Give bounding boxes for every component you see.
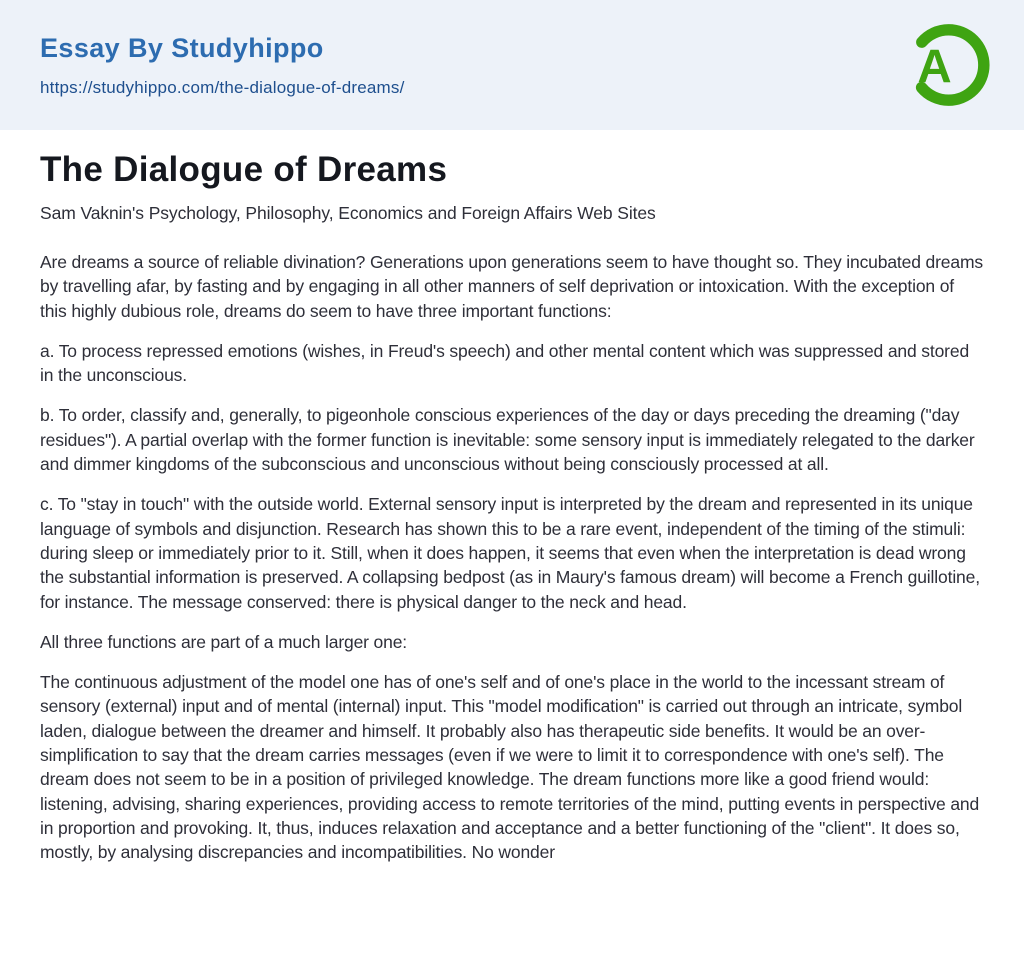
essay-paragraph-function-b: b. To order, classify and, generally, to pigeonhole conscious experiences of the day or days preceding the dreaming ("day residues"). A partial overlap with the former function is inevitable: some sensory input is immediately relegated to the darker and dimmer kingdoms of the subconscious and unconscious without being consciously processed at all.	[40, 405, 975, 475]
page-header	[0, 0, 1024, 130]
essay-title: The Dialogue of Dreams	[40, 150, 448, 189]
essay-paragraph-function-a: a. To process repressed emotions (wishes, in Freud's speech) and other mental content which was suppressed and stored in the unconscious.	[40, 340, 970, 386]
essay-paragraph-conclusion: The continuous adjustment of the model one has of one's self and of one's place in the world to the incessant stream of sensory (external) input and of mental (internal) input. This "model modification" is carried out through an intricate, symbol laden, dialogue between the dreamer and himself. It probably also has therapeutic side benefits. It would be an over-simplification to say that the dream carries messages (even if we were to limit it to correspondence with one's self). The dream does not seem to be in a position of privileged knowledge. The dream functions more like a good friend would: listening, advising, sharing experiences, providing access to remote territories of the mind, putting events in perspective and in proportion and provoking. It, thus, induces relaxation and acceptance and a better functioning of the "client". It does so, mostly, by analysing discrepancies and incompatibilities. No wonder	[40, 672, 980, 863]
essay-subtitle: Sam Vaknin's Psychology, Philosophy, Economics and Foreign Affairs Web Sites	[40, 203, 656, 223]
site-title: Essay By Studyhippo	[40, 32, 324, 63]
essay-paragraph-function-c: c. To "stay in touch" with the outside world. External sensory input is interpreted by the dream and represented in its unique language of symbols and disjunction. Research has shown this to be a rare event, independent of the timing of the stimuli: during sleep or immediately prior to it. Still, when it does happen, it seems that even when the interpretation is dead wrong the substantial information is preserved. A collapsing bedpost (as in Maury's famous dream) will become a French guillotine, for instance. The message conserved: there is physical danger to the neck and head.	[40, 494, 980, 612]
essay-url-link[interactable]: https://studyhippo.com/the-dialogue-of-dreams/	[40, 77, 405, 97]
essay-paragraph-transition: All three functions are part of a much larger one:	[40, 631, 408, 652]
logo-arc-a-icon	[902, 19, 990, 111]
header-text-block	[40, 33, 405, 98]
essay-article	[0, 130, 1024, 865]
logo-letter: A	[917, 40, 952, 94]
studyhippo-logo	[902, 19, 990, 111]
essay-paragraph-intro: Are dreams a source of reliable divination? Generations upon generations seem to have thought so. They incubated dreams by travelling afar, by fasting and by engaging in all other manners of self deprivation or intoxication. With the exception of this highly dubious role, dreams do seem to have three important functions:	[40, 252, 983, 321]
